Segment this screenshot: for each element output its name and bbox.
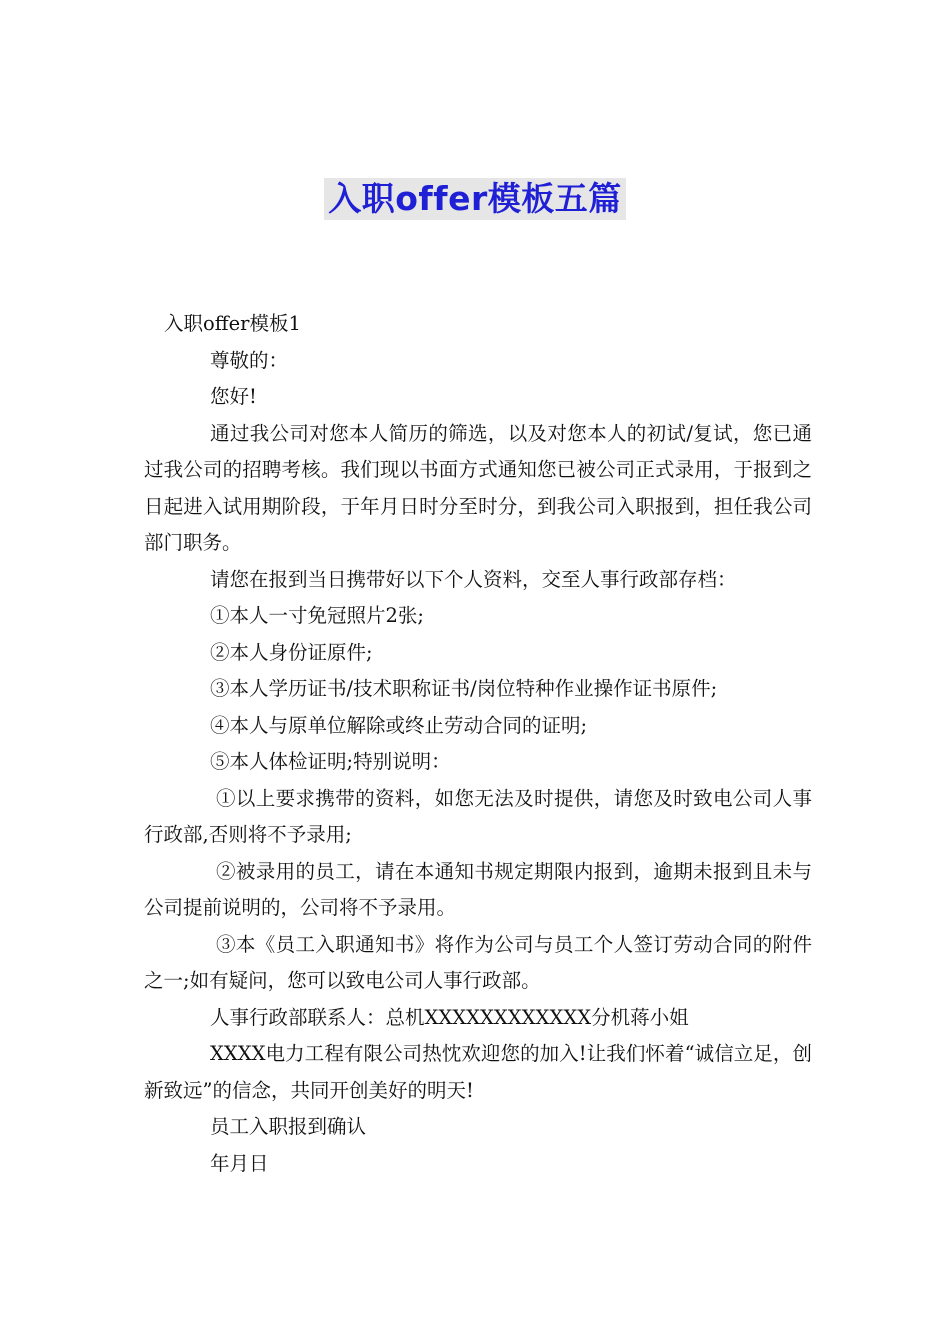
paragraph-documents-intro: 请您在报到当日携带好以下个人资料，交至人事行政部存档： — [210, 567, 737, 591]
confirmation-label: 员工入职报到确认 — [210, 1115, 367, 1138]
section-heading: 入职offer模板1 — [164, 312, 301, 335]
greeting: 您好! — [210, 385, 257, 408]
list-item: ③本人学历证书/技术职称证书/岗位特种作业操作证书原件; — [210, 677, 718, 700]
document-body — [144, 306, 812, 1182]
list-item: ④本人与原单位解除或终止劳动合同的证明; — [210, 713, 588, 737]
date-line: 年月日 — [210, 1151, 269, 1175]
welcome-paragraph: XXXX电力工程有限公司热忱欢迎您的加入!让我们怀着“诚信立足，创新致远”的信念，共同开创美好的明天! — [144, 1042, 812, 1102]
salutation: 尊敬的： — [210, 348, 289, 372]
note-item: ①以上要求携带的资料，如您无法及时提供，请您及时致电公司人事行政部,否则将不予录用; — [144, 786, 812, 846]
list-item: ②本人身份证原件; — [210, 640, 373, 664]
document-title: 入职offer模板五篇 — [324, 178, 626, 220]
note-item: ②被录用的员工，请在本通知书规定期限内报到，逾期未报到且未与公司提前说明的，公司将不予录用。 — [144, 859, 812, 919]
note-item: ③本《员工入职通知书》将作为公司与员工个人签订劳动合同的附件之一;如有疑问，您可以致电公司人事行政部。 — [144, 932, 812, 992]
paragraph-notice: 通过我公司对您本人简历的筛选，以及对您本人的初试/复试，您已通过我公司的招聘考核。我们现以书面方式通知您已被公司正式录用，于报到之日起进入试用期阶段，于年月日时分至时分，到我公司入职报到，担任我公司部门职务。 — [144, 421, 812, 554]
title-container — [0, 178, 950, 220]
contact-line: 人事行政部联系人：总机XXXXXXXXXXXX分机蒋小姐 — [210, 1005, 689, 1029]
list-item: ①本人一寸免冠照片2张; — [210, 604, 424, 627]
list-item: ⑤本人体检证明;特别说明： — [210, 750, 451, 773]
